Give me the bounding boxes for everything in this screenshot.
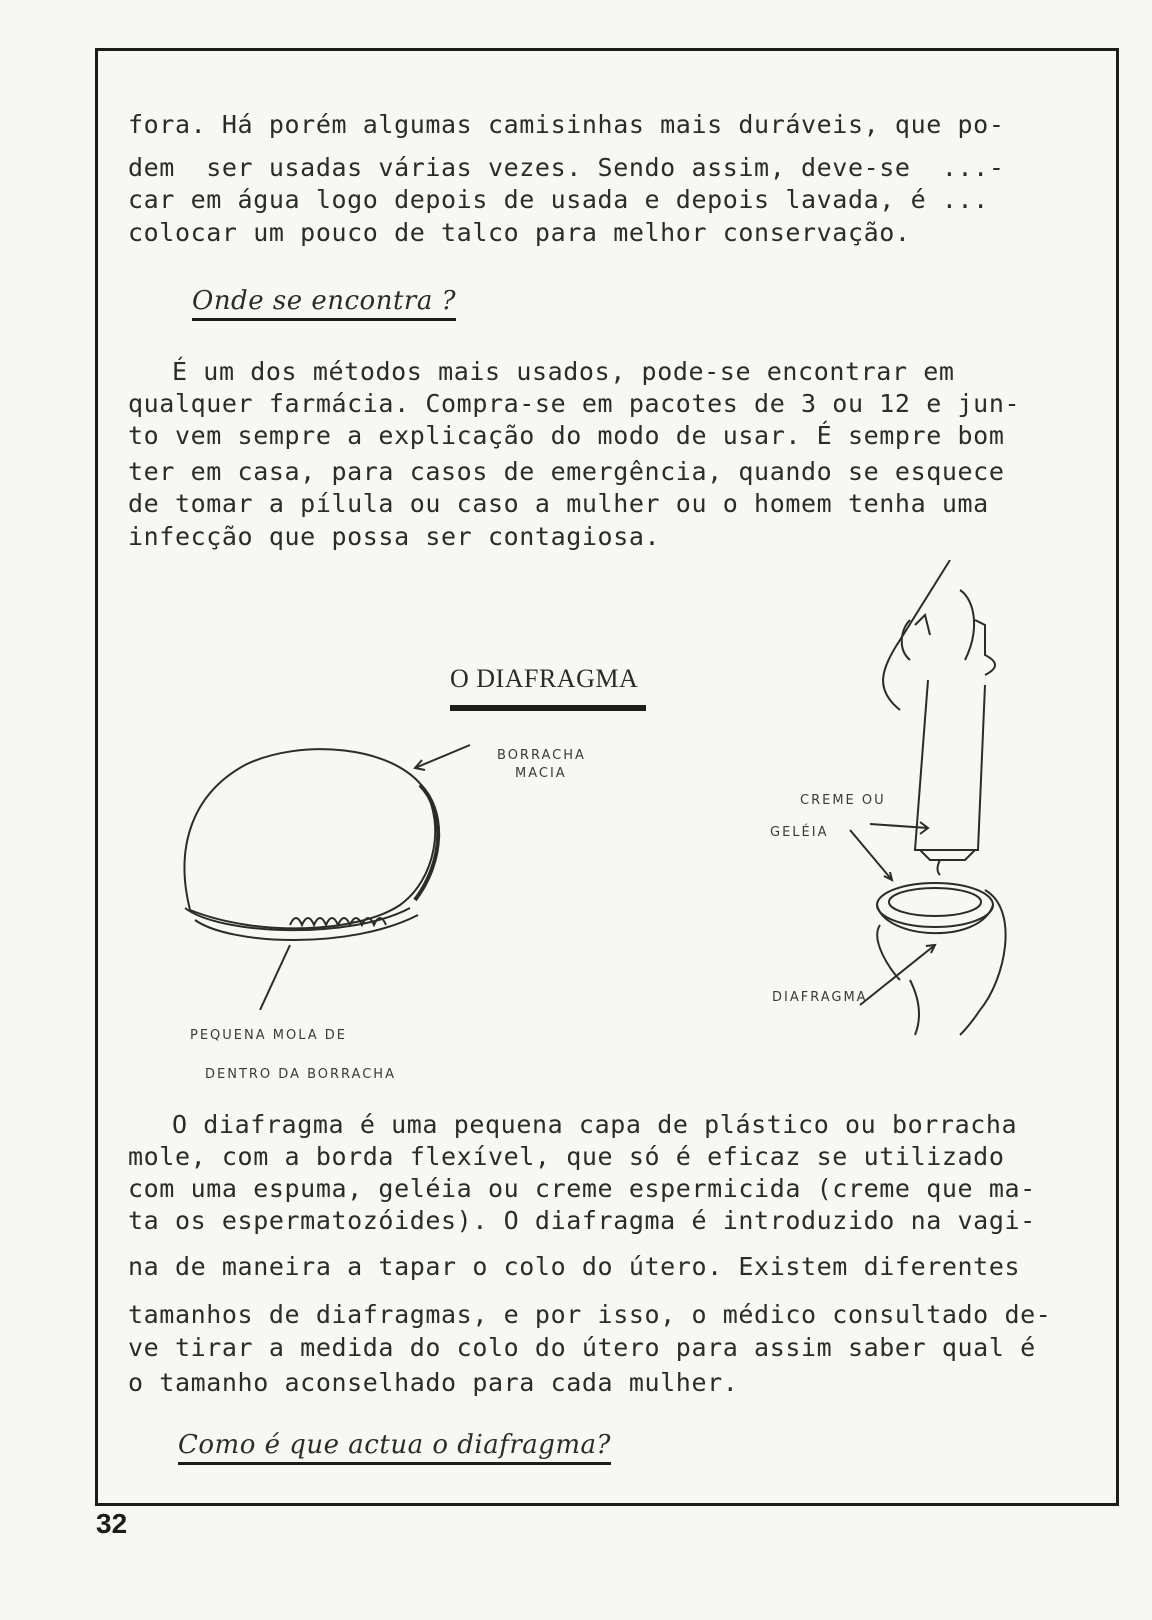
paragraph-2-line: ter em casa, para casos de emergência, quando se esquece xyxy=(128,457,1005,486)
paragraph-3-line: com uma espuma, geléia ou creme espermicida (creme que ma- xyxy=(128,1174,1036,1203)
paragraph-3-line: ta os espermatozóides). O diafragma é introduzido na vagi- xyxy=(128,1206,1036,1235)
heading-onde-se-encontra: Onde se encontra ? xyxy=(192,286,456,321)
section-title-underline xyxy=(450,705,646,711)
paragraph-1-line: colocar um pouco de talco para melhor conservação. xyxy=(128,218,911,247)
label-creme-ou: CREME OU xyxy=(800,793,886,808)
paragraph-3-line: O diafragma é uma pequena capa de plástico ou borracha xyxy=(172,1110,1018,1139)
label-pequena-mola: PEQUENA MOLA DE xyxy=(190,1028,348,1043)
paragraph-3-line: ve tirar a medida do colo do útero para assim saber qual é xyxy=(128,1333,1036,1362)
paragraph-2-line: qualquer farmácia. Compra-se em pacotes de 3 ou 12 e jun- xyxy=(128,389,1021,418)
page-number: 32 xyxy=(96,1508,128,1539)
paragraph-1-line: car em água logo depois de usada e depois lavada, é ... xyxy=(128,185,989,214)
paragraph-2-line: to vem sempre a explicação do modo de usar. É sempre bom xyxy=(128,421,1005,450)
paragraph-2-line: de tomar a pílula ou caso a mulher ou o homem tenha uma xyxy=(128,489,989,518)
paragraph-3-line: tamanhos de diafragmas, e por isso, o médico consultado de- xyxy=(128,1300,1052,1329)
label-dentro-borracha: DENTRO DA BORRACHA xyxy=(205,1067,396,1082)
label-geleia: GELÉIA xyxy=(770,825,829,840)
paragraph-2-line: infecção que possa ser contagiosa. xyxy=(128,522,661,551)
paragraph-2-line: É um dos métodos mais usados, pode-se encontrar em xyxy=(172,357,955,386)
label-macia: MACIA xyxy=(515,766,567,781)
paragraph-3-line: na de maneira a tapar o colo do útero. Existem diferentes xyxy=(128,1252,1021,1281)
heading-como-actua-diafragma: Como é que actua o diafragma? xyxy=(178,1430,611,1465)
label-borracha: BORRACHA xyxy=(497,748,586,763)
paragraph-1-line: fora. Há porém algumas camisinhas mais duráveis, que po- xyxy=(128,110,1005,139)
diaphragm-illustration xyxy=(170,740,490,1010)
paragraph-3-line: mole, com a borda flexível, que só é eficaz se utilizado xyxy=(128,1142,1005,1171)
paragraph-3-line: o tamanho aconselhado para cada mulher. xyxy=(128,1368,739,1397)
section-title: O DIAFRAGMA xyxy=(450,664,639,693)
label-diafragma: DIAFRAGMA xyxy=(772,990,868,1005)
paragraph-1-line: dem ser usadas várias vezes. Sendo assim, deve-se ...- xyxy=(128,153,1005,182)
